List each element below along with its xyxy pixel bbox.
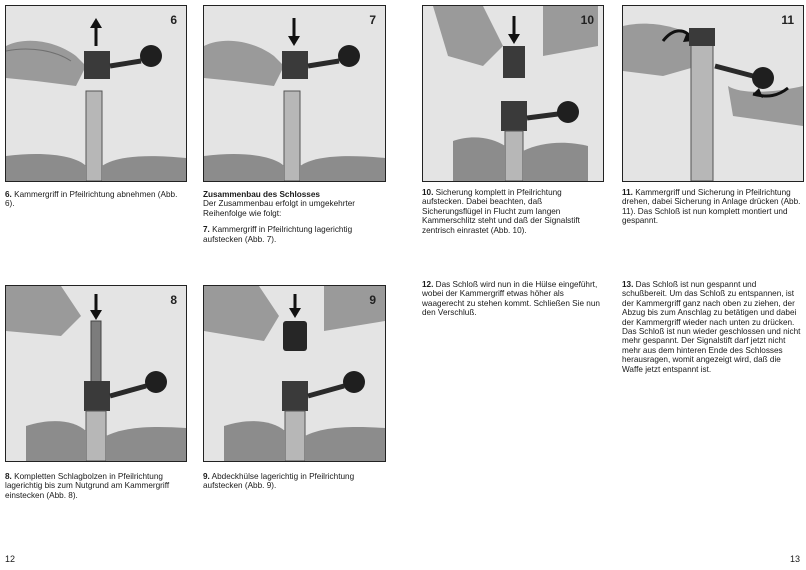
figure-7-photo <box>203 5 386 182</box>
step-text: Kammergriff in Pfeilrichtung abnehmen (Abb. 6). <box>5 190 178 209</box>
step-number: 10. <box>422 188 434 197</box>
caption-7 <box>203 190 388 244</box>
step-number: 11. <box>622 188 633 197</box>
cover-sleeve-mounting-illustration <box>204 286 385 461</box>
figure-number: 7 <box>369 13 376 27</box>
step-text: Das Schloß ist nun gespannt und schußbereit. Um das Schloß zu entspannen, ist der Kammergriff ganz nach oben zu ziehen, der Abzug bis zum Anschlag zu betätigen und dabei der Kammergriff wieder nach unten zu drücken. Das Schloß ist nun wieder geschlossen und nicht mehr gespannt. Der Signalstift darf jetzt nicht mehr aus dem hinteren Ende des Schlosses herausragen, womit angezeigt wird, daß die Waffe jetzt entspannt ist. <box>622 280 801 374</box>
step-number: 8. <box>5 472 12 481</box>
figure-number: 11 <box>781 13 794 27</box>
step-text: Abdeckhülse lagerichtig in Pfeilrichtung aufstecken (Abb. 9). <box>203 472 355 491</box>
step-number: 6. <box>5 190 12 199</box>
figure-number: 6 <box>170 13 177 27</box>
step-text: Kompletten Schlagbolzen in Pfeilrichtung lagerichtig bis zum Nutgrund am Kammergriff einstecken (Abb. 8). <box>5 472 170 500</box>
figure-11-photo <box>622 5 804 182</box>
page-number-right: 13 <box>789 554 800 564</box>
figure-number: 9 <box>369 293 376 307</box>
caption-13 <box>622 280 802 374</box>
step-text: Sicherung komplett in Pfeilrichtung aufstecken. Dabei beachten, daß Sicherungsflügel in Flucht zum langen Kammerschlitz steht und daß der Signalstift zentrisch einrastet (Abb. 10). <box>422 188 580 235</box>
caption-12 <box>422 280 604 318</box>
firing-pin-insertion-illustration <box>6 286 186 461</box>
safety-mounting-illustration <box>423 6 603 181</box>
page-number-left: 12 <box>5 554 16 564</box>
section-intro: Der Zusammenbau erfolgt in umgekehrter Reihenfolge wie folgt: <box>203 199 355 218</box>
bolt-handle-removal-illustration <box>6 6 186 181</box>
figure-10-photo <box>422 5 604 182</box>
step-number: 7. <box>203 225 210 235</box>
step-text: Das Schloß wird nun in die Hülse eingeführt, wobei der Kammergriff etwas höher als waagerecht zu stehen kommt. Schließen Sie nun den Verschluß. <box>422 280 600 318</box>
caption-10 <box>422 188 604 235</box>
figure-8-photo <box>5 285 187 462</box>
section-heading: Zusammenbau des Schlosses <box>203 190 320 199</box>
bolt-rotation-illustration <box>623 6 803 181</box>
caption-8 <box>5 472 187 500</box>
step-text: Kammergriff und Sicherung in Pfeilrichtung drehen, dabei Sicherung in Anlage drücken (Abb. 11). Das Schloß ist nun komplett montiert und gespannt. <box>622 188 801 226</box>
caption-6 <box>5 190 187 209</box>
figure-6-photo <box>5 5 187 182</box>
figure-number: 8 <box>170 293 177 307</box>
figure-9-photo <box>203 285 386 462</box>
figure-number: 10 <box>580 13 594 27</box>
step-number: 9. <box>203 472 210 481</box>
bolt-handle-mounting-illustration <box>204 6 385 181</box>
step-number: 12. <box>422 280 434 289</box>
step-text: Kammergriff in Pfeilrichtung lagerichtig aufstecken (Abb. 7). <box>203 225 353 244</box>
caption-9 <box>203 472 388 491</box>
caption-11 <box>622 188 802 226</box>
step-number: 13. <box>622 280 634 289</box>
